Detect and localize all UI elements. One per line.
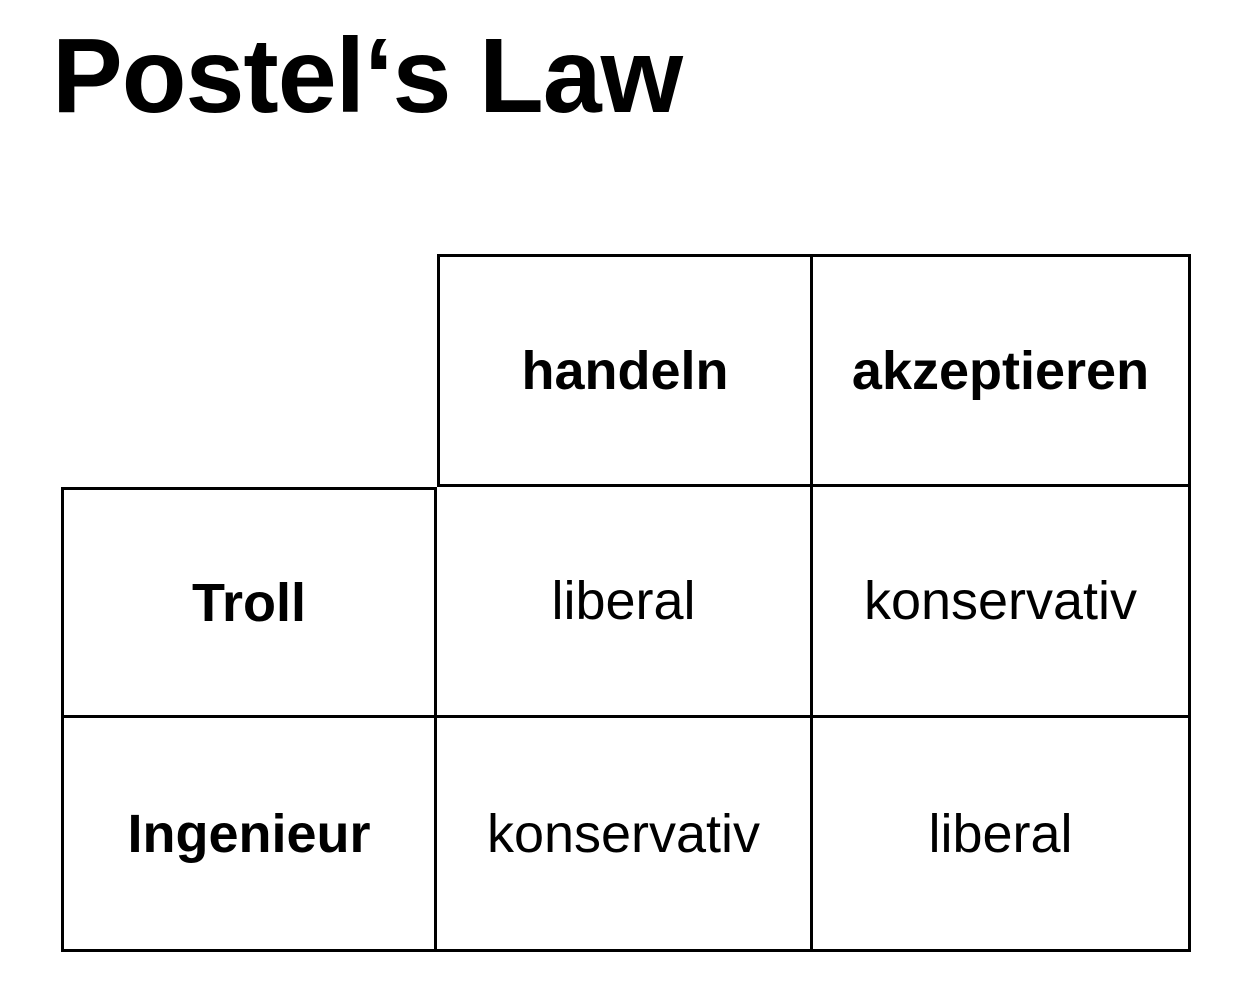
row-label-ingenieur: Ingenieur (61, 718, 437, 952)
table-corner-empty (61, 254, 437, 487)
row-label-troll: Troll (61, 487, 437, 718)
column-header-akzeptieren: akzeptieren (813, 254, 1191, 487)
postels-law-table (61, 254, 1191, 952)
table-cell-ingenieur-handeln: konservativ (437, 718, 813, 952)
column-header-handeln: handeln (437, 254, 813, 487)
table-cell-troll-akzeptieren: konservativ (813, 487, 1191, 718)
table-cell-troll-handeln: liberal (437, 487, 813, 718)
table-cell-ingenieur-akzeptieren: liberal (813, 718, 1191, 952)
page-title: Postel‘s Law (52, 17, 683, 135)
